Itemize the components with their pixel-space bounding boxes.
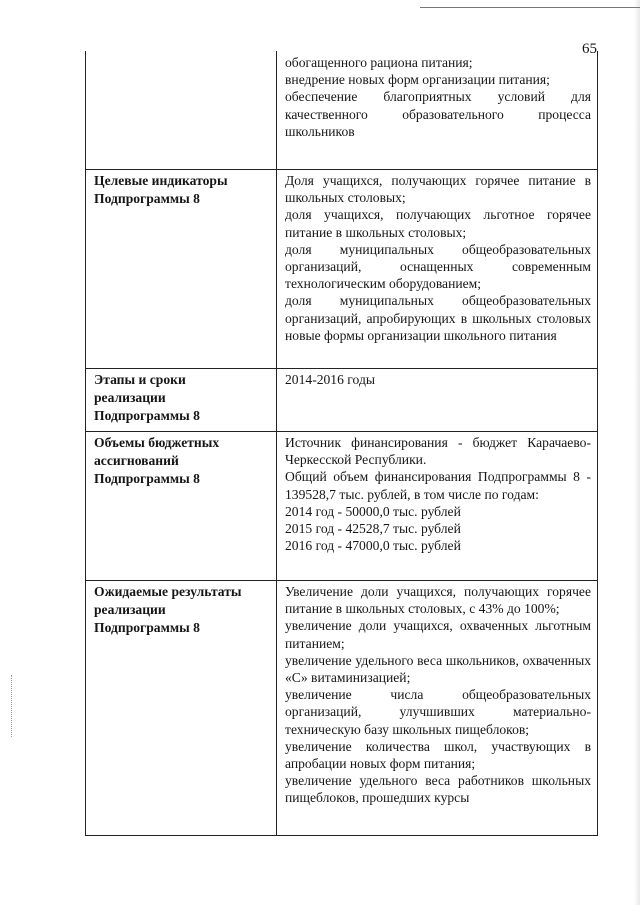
content-cell-continuation [277,51,598,170]
row-title-line: ассигнований [94,453,179,468]
row-title-line: Ожидаемые результаты [94,584,242,599]
subprogram-passport-table [85,51,598,836]
content-paragraph: увеличение удельного веса школьников, охваченных «С» витаминизацией; [285,652,591,686]
content-paragraph: увеличение числа общеобразовательных организаций, улучшивших материально-техническую базу школьных пищеблоков; [285,687,591,737]
label-cell-indicators [86,170,277,369]
content-paragraph: доля муниципальных общеобразовательных организаций, апробирующих в школьных столовых новые формы организации школьного питания [285,293,591,343]
label-cell-empty [86,51,277,170]
content-paragraph: 2015 год - 42528,7 тыс. рублей [285,521,461,537]
content-cell-budget [277,432,598,581]
content-paragraph: внедрение новых форм организации питания; [285,72,550,88]
content-paragraph: увеличение количества школ, участвующих в апробации новых форм питания; [285,738,591,772]
content-paragraph: обогащенного рациона питания; [285,55,473,70]
content-paragraph: увеличение доли учащихся, охваченных льготным питанием; [285,618,591,651]
content-paragraph: увеличение удельного веса работников школьных пищеблоков, прошедших курсы [285,773,591,806]
content-cell-stages [277,369,598,432]
content-paragraph: обеспечение благоприятных условий для качественного образовательного процесса школьников [285,89,591,139]
row-title-line: Объемы бюджетных [94,435,220,450]
content-paragraph: доля муниципальных общеобразовательных организаций, оснащенных современным технологическим оборудованием; [285,241,591,292]
table-row-results [86,581,598,836]
content-cell-indicators [277,170,598,369]
row-title-line: Подпрограммы 8 [94,408,200,423]
page-number: 65 [582,41,597,57]
content-cell-results [277,581,598,836]
top-rule-line [420,7,640,8]
content-paragraph: Увеличение доли учащихся, получающих горячее питание в школьных столовых, с 43% до 100%; [285,584,591,617]
label-cell-stages [86,369,277,432]
row-title-line: реализации [94,602,166,617]
row-title-line: Этапы и сроки [94,372,186,387]
row-title-line: Подпрограммы 8 [94,191,200,206]
content-paragraph: 2014-2016 годы [285,372,375,387]
label-cell-budget [86,432,277,581]
margin-dots [11,675,13,737]
row-title-line: Целевые индикаторы [94,173,228,188]
content-paragraph: Доля учащихся, получающих горячее питание в школьных столовых; [285,173,591,206]
content-paragraph: Источник финансирования - бюджет Карачаево-Черкесской Республики. [285,435,591,468]
row-title-line: реализации [94,390,166,405]
table-row-continuation [86,51,598,170]
content-paragraph: 2014 год - 50000,0 тыс. рублей [285,503,461,519]
row-title-line: Подпрограммы 8 [94,620,200,635]
table-row-indicators [86,170,598,369]
content-paragraph: 2016 год - 47000,0 тыс. рублей [285,538,461,554]
row-title-line: Подпрограммы 8 [94,471,200,486]
content-paragraph: Общий объем финансирования Подпрограммы 8 - 139528,7 тыс. рублей, в том числе по годам: [285,469,591,502]
table-row-budget [86,432,598,581]
table-row-stages [86,369,598,432]
label-cell-results [86,581,277,836]
content-paragraph: доля учащихся, получающих льготное горячее питание в школьных столовых; [285,207,591,240]
scan-edge-shadow [634,0,640,905]
